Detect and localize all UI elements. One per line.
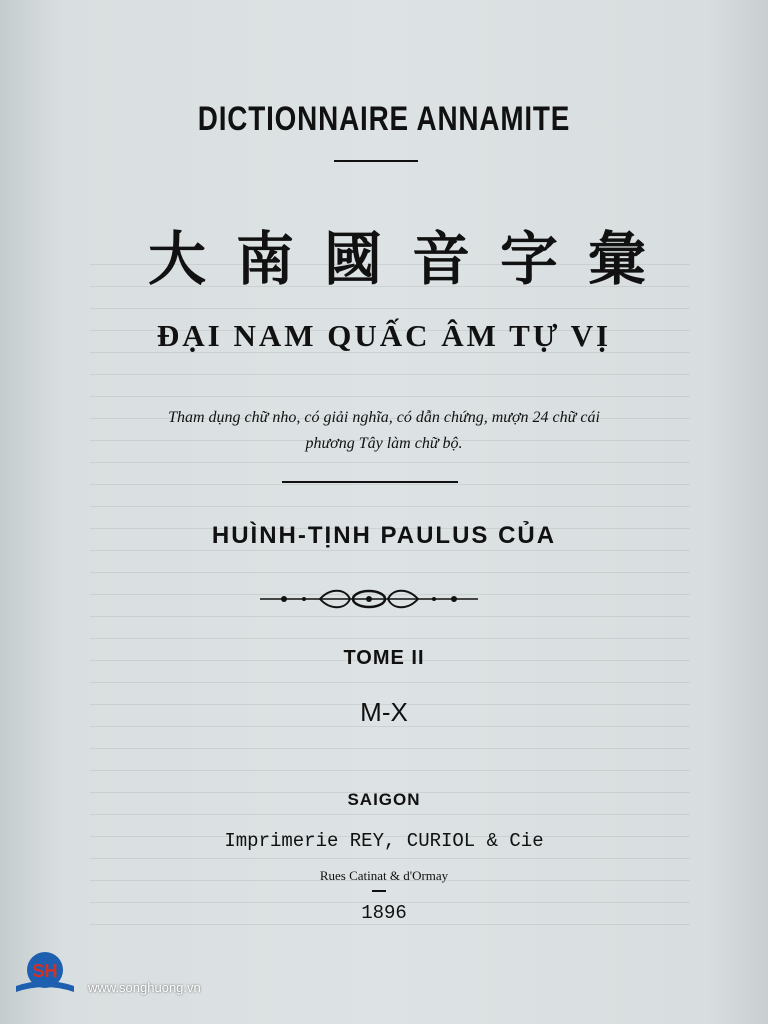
page-title: DICTIONNAIRE ANNAMITE (197, 100, 571, 138)
logo-text: SH (32, 961, 58, 981)
printer-address: Rues Catinat & d'Ormay (319, 868, 449, 883)
title-rule (334, 160, 418, 162)
printer-name: Imprimerie REY, CURIOL & Cie (224, 830, 544, 852)
chinese-title: 大南國音字彙 (147, 225, 676, 293)
vietnamese-title: ĐẠI NAM QUẤC ÂM TỰ VỊ (156, 318, 612, 353)
publisher-city: SAIGON (347, 790, 421, 809)
watermark-site: www.songhuong.vn (88, 980, 201, 995)
year-rule (372, 890, 386, 892)
subtitle-line-2: phương Tây làm chữ bộ. (305, 435, 463, 452)
author-name: HUÌNH-TỊNH PAULUS CỦA (211, 522, 557, 549)
subtitle-line-1: Tham dụng chữ nho, có giải nghĩa, có dẫn chứng, mượn 24 chữ cái (168, 409, 600, 426)
songhuong-logo-icon (12, 950, 78, 998)
tome-label: TOME II (343, 647, 425, 669)
publication-year: 1896 (361, 902, 407, 924)
ornament-divider-icon (260, 588, 478, 610)
volume-range: M-X (360, 697, 408, 727)
subtitle (0, 405, 768, 457)
section-rule (282, 481, 458, 483)
